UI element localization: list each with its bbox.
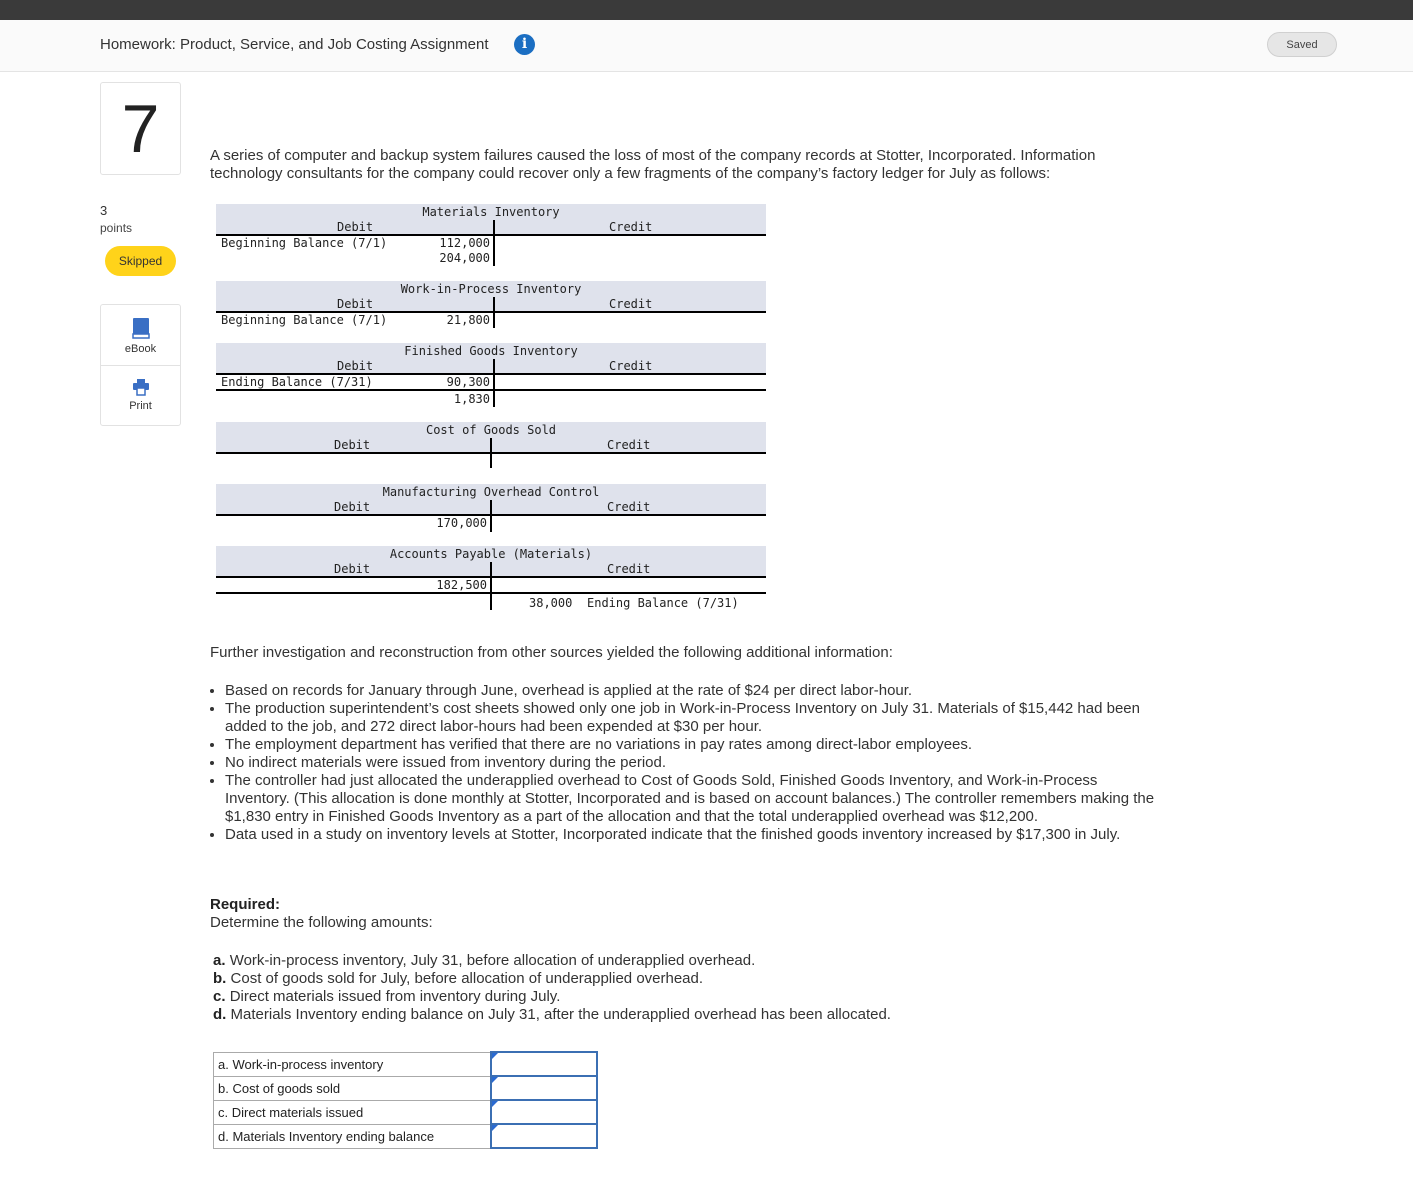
print-label: Print [129,400,152,412]
credit-label: Credit [609,359,653,373]
debit-row-amount: 112,000 [439,236,490,250]
required-label: Required: [210,896,281,913]
top-bar [0,0,1413,20]
debit-row-amount: 182,500 [436,578,487,592]
credit-row-amount: 38,000 [529,596,573,610]
credit-label: Credit [607,562,651,576]
t-account-manufacturing-overhead-control [216,484,766,534]
answer-table [213,1051,598,1149]
table-row [214,1076,598,1100]
credit-label: Credit [607,500,651,514]
additional-facts-list [210,682,1165,844]
part-text: Cost of goods sold for July, before allocation of underapplied overhead. [230,970,704,987]
t-account-name: Cost of Goods Sold [425,423,557,437]
question-intro: A series of computer and backup system failures caused the loss of most of the company records at Stotter, Incorporated. Information technology consultants for the company could recover only a few fragments of the company’s factory ledger for July as follows: [210,147,1096,182]
answer-label: a. Work-in-process inventory [214,1052,492,1076]
question-tools [100,304,181,426]
debit-row-amount: 204,000 [439,251,490,265]
answer-cell [491,1076,597,1100]
t-account-name: Work-in-Process Inventory [400,282,582,296]
skipped-status-badge: Skipped [105,246,176,276]
part-letter: c. [213,988,226,1005]
required-part [213,970,891,988]
ebook-label: eBook [124,343,157,355]
t-account-cost-of-goods-sold [216,422,766,470]
answer-input-wip[interactable] [492,1053,594,1075]
t-account-divider [493,297,495,328]
table-row [214,1052,598,1076]
marker-icon [492,1077,498,1083]
t-account-name: Accounts Payable (Materials) [389,547,593,561]
part-letter: b. [213,970,227,987]
required-part [213,1006,891,1024]
debit-label: Debit [337,359,374,373]
debit-label: Debit [337,220,374,234]
marker-icon [492,1053,498,1059]
saved-status-badge: Saved [1267,32,1337,57]
list-item: • The controller had just allocated the underapplied overhead to Cost of Goods Sold, Finished Goods Inventory, and Work-in-Process Inventory. (This allocation is done monthly at Stotter, Incorporated and is based on account balances.) The controller remembers making the $1,830 entry in Finished Goods Inventory as a part of the allocation and that the total underapplied overhead was $12,200. [225,772,1165,826]
list-item: • Data used in a study on inventory levels at Stotter, Incorporated indicate that the finished goods inventory increased by $17,300 in July. [225,826,1165,844]
answer-label: c. Direct materials issued [214,1100,492,1124]
answer-label: b. Cost of goods sold [214,1076,492,1100]
required-parts-list [213,952,891,1024]
debit-label: Debit [334,438,371,452]
book-icon [132,317,150,339]
t-account-name: Manufacturing Overhead Control [382,485,600,499]
credit-row-label: Ending Balance (7/31) [587,596,739,610]
marker-icon [492,1101,498,1107]
debit-label: Debit [334,562,371,576]
ebook-button[interactable] [101,305,180,366]
points-value: 3 [100,203,108,218]
credit-label: Credit [607,438,651,452]
list-item: • The employment department has verified that there are no variations in pay rates among direct-labor employees. [225,736,1165,754]
debit-row-amount: 1,830 [453,392,490,406]
part-text: Direct materials issued from inventory during July. [229,988,561,1005]
answer-cell [491,1124,597,1148]
debit-row-amount: 90,300 [446,375,490,389]
debit-row-label: Beginning Balance (7/1) [221,313,388,327]
answer-input-cogs[interactable] [492,1077,594,1099]
t-account-materials-inventory [216,204,766,268]
table-row [214,1100,598,1124]
t-account-work-in-process-inventory [216,281,766,331]
required-part [213,988,891,1006]
list-item: • The production superintendent’s cost sheets showed only one job in Work-in-Process Inventory on July 31. Materials of $15,442 had been added to the job, and 272 direct labor-hours had been expended at $30 per hour. [225,700,1165,736]
part-letter: a. [213,952,226,969]
list-item: • No indirect materials were issued from inventory during the period. [225,754,1165,772]
part-letter: d. [213,1006,227,1023]
t-account-divider [490,438,492,468]
t-account-divider [493,359,495,407]
balance-rule [216,592,766,594]
t-account-finished-goods-inventory [216,343,766,409]
determine-text: Determine the following amounts: [210,914,433,931]
debit-label: Debit [334,500,371,514]
balance-rule [216,389,766,391]
part-text: Materials Inventory ending balance on July 31, after the underapplied overhead has been allocated. [230,1006,891,1023]
credit-label: Credit [609,297,653,311]
part-text: Work-in-process inventory, July 31, before allocation of underapplied overhead. [229,952,756,969]
table-row [214,1124,598,1148]
answer-cell [491,1052,597,1076]
printer-icon [132,378,150,396]
t-account-divider [490,500,492,532]
print-button[interactable] [101,366,180,426]
t-account-name: Materials Inventory [422,205,560,219]
answer-input-direct-materials[interactable] [492,1101,594,1123]
debit-row-label: Beginning Balance (7/1) [221,236,388,250]
credit-label: Credit [609,220,653,234]
t-account-divider [493,220,495,266]
marker-icon [492,1125,498,1131]
t-account-name: Finished Goods Inventory [404,344,578,358]
points-label: points [100,221,133,235]
info-icon[interactable]: i [514,34,535,55]
question-number: 7 [100,82,181,175]
debit-row-amount: 21,800 [446,313,490,327]
answer-input-materials-ending[interactable] [492,1125,594,1147]
debit-row-label: Ending Balance (7/31) [221,375,373,389]
assignment-header [0,20,1413,72]
debit-label: Debit [337,297,374,311]
t-account-divider [490,562,492,610]
required-part [213,952,891,970]
further-info-text: Further investigation and reconstruction from other sources yielded the following additional information: [210,644,893,661]
list-item: • Based on records for January through June, overhead is applied at the rate of $24 per direct labor-hour. [225,682,1165,700]
answer-cell [491,1100,597,1124]
t-account-accounts-payable-materials [216,546,766,614]
answer-label: d. Materials Inventory ending balance [214,1124,492,1148]
assignment-title: Homework: Product, Service, and Job Costing Assignment [100,36,489,53]
debit-row-amount: 170,000 [436,516,487,530]
